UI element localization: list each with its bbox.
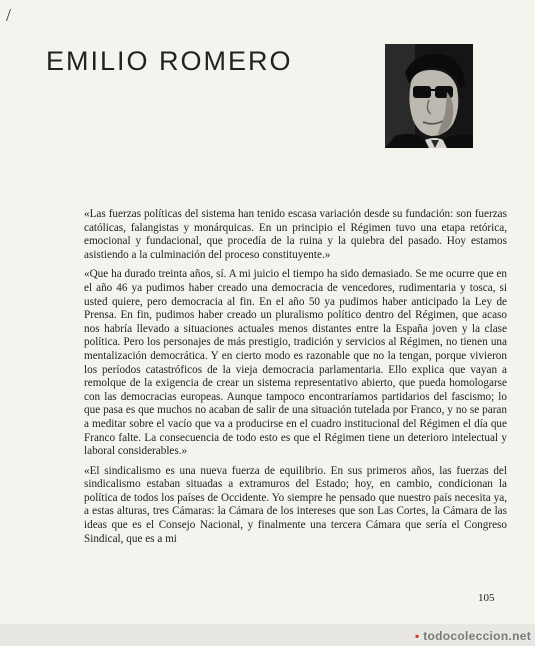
- watermark-square-icon: ▪: [415, 629, 424, 643]
- corner-pen-mark: /: [6, 5, 12, 25]
- paragraph-2: «Que ha durado treinta años, sí. A mi juicio el tiempo ha sido demasiado. Se me ocurre que en el año 46 ya pudimos haber creado una democracia de vencedores, rudimentaria y tosca, si usted quiere, pero democracia al fin. En el año 50 ya pudimos haber anticipado la Ley de Prensa. En fin, pudimos haber creado un pluralismo político dentro del Régimen, que acaso nos habría llevado a situaciones actuales menos distantes entre la España joven y la clase política. Pero los personajes de más prestigio, tradición y servicios al Régimen, no tienen una mentalización democrática. Y en cierto modo es razonable que no la tengan, porque vivieron los períodos catastróficos de la vieja democracia parlamentaria. Ello explica que vayan a remolque de la exigencia de crear un sistema representativo abierto, que pueda homologarse con las democracias europeas. Aunque tampoco encontraríamos partidarios del fascismo; lo que pasa es que muchos no acaban de salir de una situación tutelada por Franco, y no se paran a meditar sobre el vacío que va a producirse en el cuadro institucional del Régimen el día que Franco falte. La consecuencia de todo esto es que el Régimen tiene un deterioro intelectual y laboral considerables.»: [84, 268, 507, 458]
- watermark-brand: todocoleccion: [423, 629, 509, 643]
- article-body: [84, 208, 507, 552]
- portrait-image: [385, 44, 473, 148]
- watermark: [415, 629, 531, 643]
- paragraph-3: «El sindicalismo es una nueva fuerza de equilibrio. En sus primeros años, las fuerzas del sindicalismo estaban situadas a extramuros del Estado; hoy, en cambio, condicionan la política de todos los países de Occidente. Yo siempre he pensado que nuestro país necesita ya, a estas alturas, tres Cámaras: la Cámara de los intereses que son Las Cortes, la Cámara de las ideas que es el Consejo Nacional, y finalmente una tercera Cámara que sería el Congreso Sindical, que es a mi: [84, 464, 507, 545]
- page-title: EMILIO ROMERO: [46, 46, 293, 76]
- watermark-suffix: .net: [508, 629, 531, 643]
- page-number: 105: [478, 592, 495, 604]
- paragraph-1: «Las fuerzas políticas del sistema han tenido escasa variación desde su fundación: son fuerzas católicas, falangistas y monárquicas. En un principio el Régimen tuvo una etapa retórica, emocional y fundacional, que procedía de la ruina y la quiebra del pasado. Hoy estamos asistiendo a la culminación del proceso constituyente.»: [84, 208, 507, 261]
- portrait-photo: [385, 44, 473, 148]
